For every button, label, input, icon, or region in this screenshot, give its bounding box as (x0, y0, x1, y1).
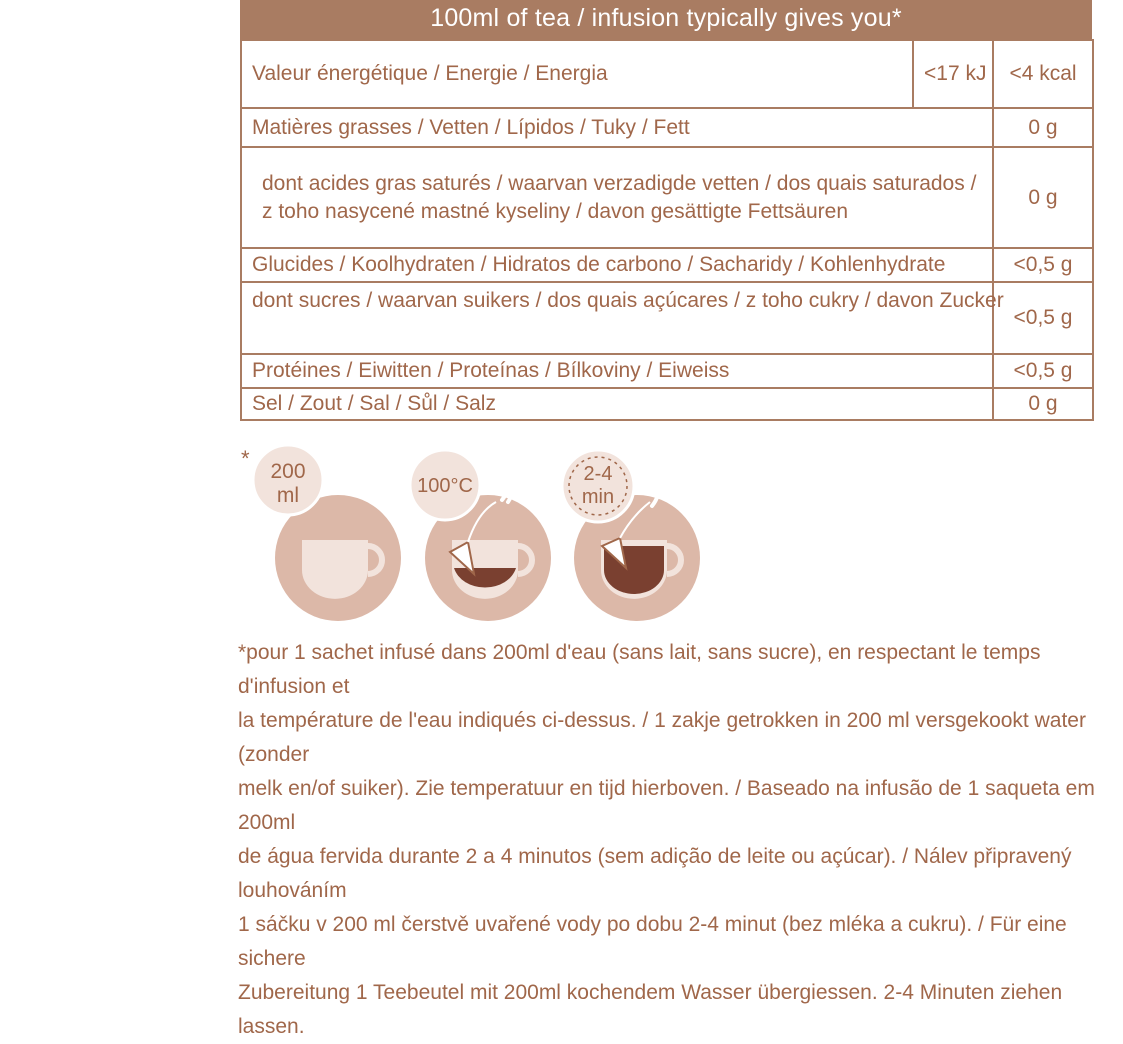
table-row-saturates (241, 147, 1093, 248)
footnote-marker: * (241, 446, 250, 471)
saturates-label-line1: dont acides gras saturés / waarvan verzadigde vetten / dos quais saturados / (262, 171, 977, 195)
preparation-steps (240, 440, 720, 630)
table-title: 100ml of tea / infusion typically gives you* (240, 0, 1092, 39)
table-row-sugars (241, 282, 1093, 354)
salt-value: 0 g (993, 388, 1093, 420)
protein-label: Protéines / Eiwitten / Proteínas / Bílkoviny / Eiweiss (241, 354, 993, 388)
time-unit: min (581, 486, 615, 508)
sugars-value: <0,5 g (993, 282, 1093, 354)
energy-label: Valeur énergétique / Energie / Energia (241, 40, 913, 108)
footnote-line: 1 sáčku v 200 ml čerstvě uvařené vody po dobu 2-4 minut (bez mléka a cukru). / Für eine sichere (238, 913, 1067, 970)
saturates-label-line2: z toho nasycené mastné kyseliny / davon gesättigte Fettsäuren (262, 199, 849, 223)
footnote-line: la température de l'eau indiqués ci-dessus. / 1 zakje getrokken in 200 ml versgekookt water (zonder (238, 709, 1086, 766)
nutrition-table (240, 39, 1094, 421)
saturates-value: 0 g (993, 147, 1093, 248)
carbs-value: <0,5 g (993, 248, 1093, 282)
table-row-fat (241, 108, 1093, 147)
time-value: 2-4 (583, 463, 613, 485)
carbs-label: Glucides / Koolhydraten / Hidratos de carbono / Sacharidy / Kohlenhydrate (241, 248, 993, 282)
volume-value: 200 (270, 460, 306, 483)
table-row-protein (241, 354, 1093, 388)
table-row-salt (241, 388, 1093, 420)
nutrition-panel (240, 0, 1092, 421)
saturates-label (241, 147, 993, 248)
temperature-value: 100°C (417, 475, 473, 497)
footnote-line: de água fervida durante 2 a 4 minutos (sem adição de leite ou açúcar). / Nálev připravený louhováním (238, 845, 1072, 902)
footnote-line: *pour 1 sachet infusé dans 200ml d'eau (sans lait, sans sucre), en respectant le temps d'infusion et (238, 641, 1041, 698)
energy-kj: <17 kJ (913, 40, 993, 108)
sugars-label: dont sucres / waarvan suikers / dos quais açúcares / z toho cukry / davon Zucker (241, 282, 993, 354)
table-row-energy (241, 40, 1093, 108)
fat-value: 0 g (993, 108, 1093, 147)
salt-label: Sel / Zout / Sal / Sůl / Salz (241, 388, 993, 420)
protein-value: <0,5 g (993, 354, 1093, 388)
table-row-carbs (241, 248, 1093, 282)
volume-unit: ml (276, 484, 300, 507)
energy-kcal: <4 kcal (993, 40, 1093, 108)
fat-label: Matières grasses / Vetten / Lípidos / Tuky / Fett (241, 108, 993, 147)
footnote-line: Zubereitung 1 Teebeutel mit 200ml kochendem Wasser übergiessen. 2-4 Minuten ziehen lassen. (238, 981, 1063, 1038)
footnote (238, 636, 1098, 1044)
footnote-line: melk en/of suiker). Zie temperatuur en tijd hierboven. / Baseado na infusão de 1 saqueta em 200ml (238, 777, 1095, 834)
